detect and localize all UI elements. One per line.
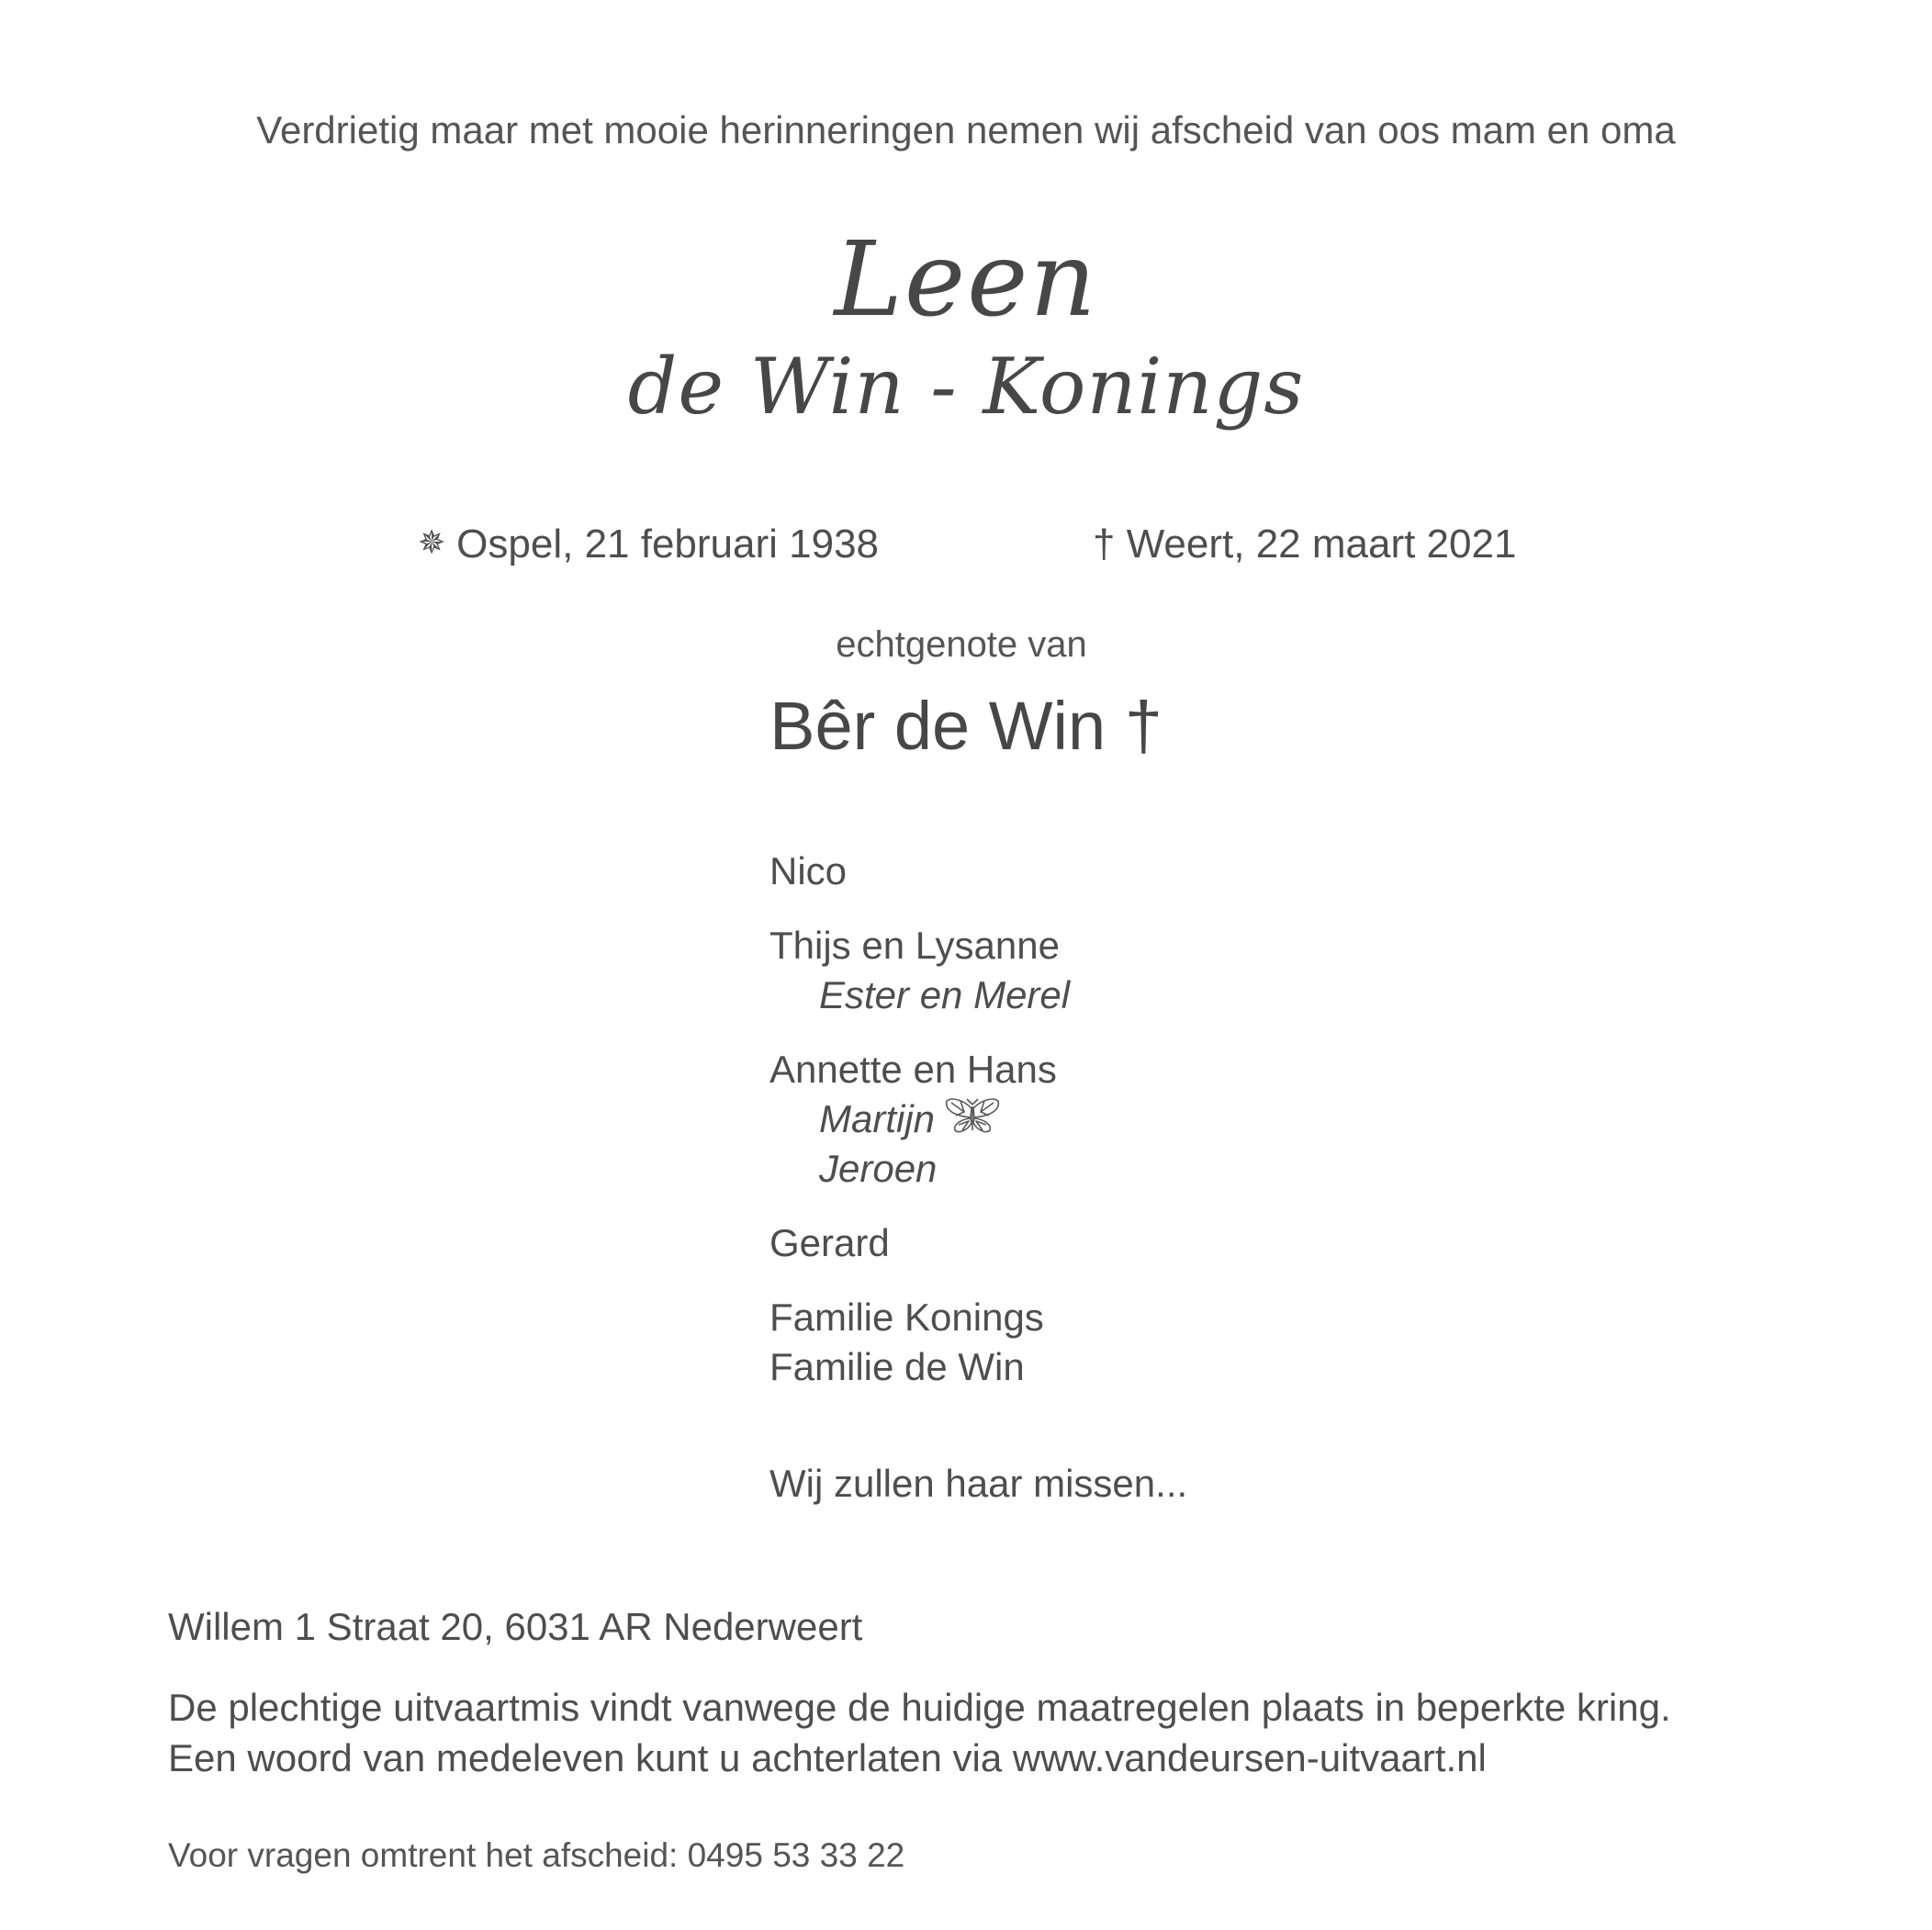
grandchildren: Ester en Merel bbox=[819, 973, 1071, 1016]
family-member: Nico bbox=[769, 849, 848, 892]
spouse-name: Bêr de Win † bbox=[769, 688, 1163, 764]
family-list bbox=[769, 847, 1070, 1417]
deceased-last-name: de Win - Konings bbox=[627, 342, 1305, 432]
grandchild-jeroen: Jeroen bbox=[819, 1147, 938, 1190]
notice-line-1: De plechtige uitvaartmis vindt vanwege de huidige maatregelen plaats in beperkte kring. bbox=[168, 1686, 1671, 1729]
family-entry-annette bbox=[769, 1045, 1070, 1194]
family-member: Gerard bbox=[769, 1221, 890, 1264]
grandchild-name: Martijn bbox=[819, 1097, 936, 1140]
family-member: Annette en Hans bbox=[769, 1048, 1057, 1091]
intro-text: Verdrietig maar met mooie herinneringen nemen wij afscheid van oos mam en oma bbox=[256, 108, 1676, 151]
grandchild-martijn bbox=[769, 1094, 1070, 1144]
family-member: Thijs en Lysanne bbox=[769, 924, 1060, 967]
birth-date: Ospel, 21 februari 1938 bbox=[456, 522, 880, 567]
spouse-label-wrapper bbox=[0, 624, 1932, 666]
family-entry-nico bbox=[769, 847, 1070, 896]
family-entry-relatives bbox=[769, 1293, 1070, 1392]
family-de-win: Familie de Win bbox=[769, 1345, 1025, 1388]
birth-info bbox=[418, 522, 879, 567]
funeral-notice bbox=[168, 1682, 1671, 1783]
family-entry-gerard bbox=[769, 1218, 1070, 1268]
closing-text: Wij zullen haar missen... bbox=[769, 1462, 1188, 1505]
butterfly-icon bbox=[944, 1095, 1001, 1136]
contact-info: Voor vragen omtrent het afscheid: 0495 53 33 22 bbox=[168, 1836, 905, 1874]
deceased-first-name: Leen bbox=[834, 220, 1098, 340]
family-konings: Familie Konings bbox=[769, 1296, 1044, 1339]
address: Willem 1 Straat 20, 6031 AR Nederweert bbox=[168, 1605, 863, 1648]
star-icon: ✵ bbox=[418, 523, 446, 561]
notice-line-2: Een woord van medeleven kunt u achterlaten via www.vandeursen-uitvaart.nl bbox=[168, 1736, 1487, 1779]
death-date: † Weert, 22 maart 2021 bbox=[1093, 522, 1517, 567]
spouse-label: echtgenote van bbox=[836, 624, 1087, 665]
family-entry-thijs bbox=[769, 921, 1070, 1020]
